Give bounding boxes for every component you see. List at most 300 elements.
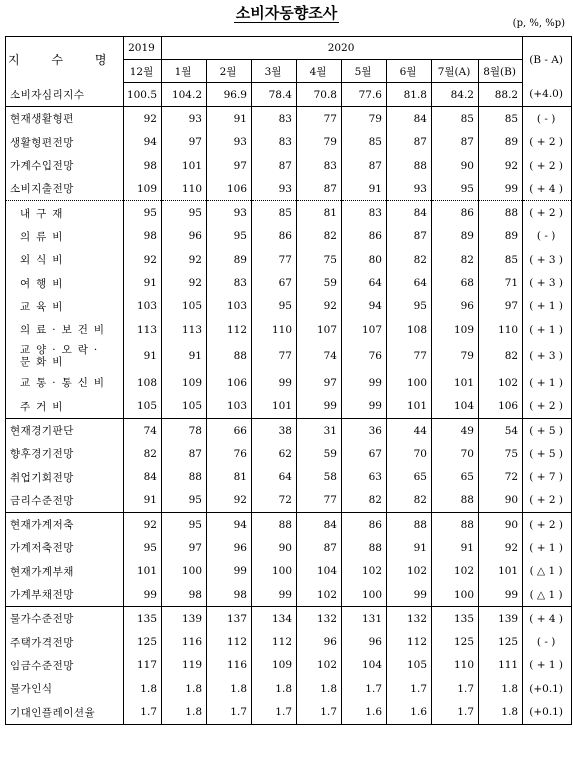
value-cell: 100	[432, 583, 479, 607]
value-cell: 82	[432, 248, 479, 271]
value-cell: 139	[479, 607, 523, 631]
diff-cell: ( △ 1 )	[523, 560, 572, 583]
value-cell: 91	[124, 341, 162, 371]
value-cell: 100.5	[124, 83, 162, 107]
month-header: 6월	[387, 60, 432, 83]
value-cell: 77	[252, 248, 297, 271]
value-cell: 113	[162, 318, 207, 341]
value-cell: 135	[124, 607, 162, 631]
value-cell: 54	[479, 418, 523, 442]
value-cell: 110	[252, 318, 297, 341]
value-cell: 97	[162, 536, 207, 559]
value-cell: 139	[162, 607, 207, 631]
value-cell: 78	[162, 418, 207, 442]
row-label: 현재경기판단	[6, 418, 124, 442]
value-cell: 59	[297, 442, 342, 465]
value-cell: 101	[124, 560, 162, 583]
value-cell: 137	[207, 607, 252, 631]
table-row	[6, 177, 572, 201]
value-cell: 89	[479, 131, 523, 154]
value-cell: 99	[207, 560, 252, 583]
value-cell: 82	[342, 489, 387, 513]
value-cell: 86	[432, 201, 479, 225]
value-cell: 105	[162, 395, 207, 419]
value-cell: 88	[207, 341, 252, 371]
value-cell: 112	[207, 631, 252, 654]
row-label: 가계저축전망	[6, 536, 124, 559]
value-cell: 65	[432, 465, 479, 488]
row-label: 여행비	[6, 271, 124, 294]
value-cell: 90	[432, 154, 479, 177]
value-cell: 104	[297, 560, 342, 583]
value-cell: 88	[387, 513, 432, 537]
value-cell: 107	[297, 318, 342, 341]
value-cell: 90	[479, 513, 523, 537]
row-label: 생활형편전망	[6, 131, 124, 154]
value-cell: 99	[297, 395, 342, 419]
value-cell: 98	[124, 225, 162, 248]
diff-cell: ( + 2 )	[523, 513, 572, 537]
value-cell: 106	[479, 395, 523, 419]
value-cell: 77	[297, 489, 342, 513]
value-cell: 88	[162, 465, 207, 488]
diff-cell: ( △ 1 )	[523, 583, 572, 607]
table-row	[6, 560, 572, 583]
value-cell: 125	[432, 631, 479, 654]
value-cell: 92	[124, 107, 162, 131]
row-label: 내구재	[6, 201, 124, 225]
value-cell: 64	[387, 271, 432, 294]
month-header: 7월(A)	[432, 60, 479, 83]
value-cell: 111	[479, 654, 523, 677]
table-row	[6, 677, 572, 700]
value-cell: 96	[432, 295, 479, 318]
row-label: 의류비	[6, 225, 124, 248]
value-cell: 83	[252, 107, 297, 131]
value-cell: 87	[297, 536, 342, 559]
value-cell: 86	[342, 513, 387, 537]
value-cell: 82	[124, 442, 162, 465]
value-cell: 58	[297, 465, 342, 488]
diff-cell: ( + 5 )	[523, 418, 572, 442]
table-row	[6, 154, 572, 177]
diff-cell: (+0.1)	[523, 677, 572, 700]
value-cell: 1.7	[432, 677, 479, 700]
survey-table	[5, 36, 572, 725]
diff-cell: ( + 2 )	[523, 131, 572, 154]
value-cell: 87	[342, 154, 387, 177]
row-label	[6, 341, 124, 371]
value-cell: 1.8	[297, 677, 342, 700]
value-cell: 64	[342, 271, 387, 294]
value-cell: 81	[297, 201, 342, 225]
value-cell: 62	[252, 442, 297, 465]
value-cell: 90	[479, 489, 523, 513]
month-header: 4월	[297, 60, 342, 83]
value-cell: 134	[252, 607, 297, 631]
value-cell: 91	[387, 536, 432, 559]
value-cell: 99	[252, 583, 297, 607]
value-cell: 105	[162, 295, 207, 318]
value-cell: 77.6	[342, 83, 387, 107]
value-cell: 101	[479, 560, 523, 583]
value-cell: 91	[124, 489, 162, 513]
value-cell: 66	[207, 418, 252, 442]
row-label: 교통·통신비	[6, 371, 124, 394]
row-label: 현재가계저축	[6, 513, 124, 537]
value-cell: 101	[252, 395, 297, 419]
value-cell: 70	[387, 442, 432, 465]
value-cell: 102	[479, 371, 523, 394]
diff-cell: ( + 2 )	[523, 201, 572, 225]
value-cell: 67	[342, 442, 387, 465]
value-cell: 87	[252, 154, 297, 177]
table-row	[6, 107, 572, 131]
value-cell: 106	[207, 371, 252, 394]
year-2020-header: 2020	[162, 37, 523, 60]
value-cell: 1.6	[342, 700, 387, 724]
value-cell: 1.7	[252, 700, 297, 724]
value-cell: 1.8	[124, 677, 162, 700]
value-cell: 80	[342, 248, 387, 271]
value-cell: 92	[207, 489, 252, 513]
value-cell: 44	[387, 418, 432, 442]
value-cell: 71	[479, 271, 523, 294]
value-cell: 79	[342, 107, 387, 131]
value-cell: 1.7	[432, 700, 479, 724]
value-cell: 91	[162, 341, 207, 371]
unit-label: (p, %, %p)	[512, 18, 565, 29]
value-cell: 100	[342, 583, 387, 607]
value-cell: 96.9	[207, 83, 252, 107]
month-header: 12월	[124, 60, 162, 83]
value-cell: 83	[297, 154, 342, 177]
table-row	[6, 341, 572, 371]
value-cell: 105	[124, 395, 162, 419]
value-cell: 85	[342, 131, 387, 154]
value-cell: 92	[124, 248, 162, 271]
value-cell: 85	[252, 201, 297, 225]
value-cell: 93	[252, 177, 297, 201]
value-cell: 104	[342, 654, 387, 677]
value-cell: 96	[162, 225, 207, 248]
value-cell: 82	[479, 341, 523, 371]
value-cell: 31	[297, 418, 342, 442]
value-cell: 63	[342, 465, 387, 488]
table-row	[6, 513, 572, 537]
table-row	[6, 248, 572, 271]
table-row	[6, 418, 572, 442]
table-row	[6, 225, 572, 248]
value-cell: 76	[207, 442, 252, 465]
value-cell: 112	[252, 631, 297, 654]
value-cell: 103	[207, 295, 252, 318]
row-label-line1: 교양·오락·	[20, 344, 104, 357]
value-cell: 85	[479, 248, 523, 271]
value-cell: 102	[387, 560, 432, 583]
table-row	[6, 318, 572, 341]
value-cell: 99	[252, 371, 297, 394]
value-cell: 88	[252, 513, 297, 537]
diff-cell: ( + 1 )	[523, 295, 572, 318]
value-cell: 1.7	[297, 700, 342, 724]
value-cell: 99	[342, 371, 387, 394]
diff-cell: ( - )	[523, 225, 572, 248]
value-cell: 88	[387, 154, 432, 177]
table-row	[6, 271, 572, 294]
value-cell: 87	[162, 442, 207, 465]
diff-cell: ( + 1 )	[523, 654, 572, 677]
value-cell: 97	[297, 371, 342, 394]
value-cell: 36	[342, 418, 387, 442]
value-cell: 110	[432, 654, 479, 677]
month-header: 5월	[342, 60, 387, 83]
table-row	[6, 631, 572, 654]
value-cell: 92	[479, 154, 523, 177]
row-label: 가계수입전망	[6, 154, 124, 177]
value-cell: 131	[342, 607, 387, 631]
diff-cell: ( + 2 )	[523, 489, 572, 513]
row-label: 임금수준전망	[6, 654, 124, 677]
diff-cell: ( + 2 )	[523, 154, 572, 177]
value-cell: 70	[432, 442, 479, 465]
value-cell: 38	[252, 418, 297, 442]
value-cell: 79	[297, 131, 342, 154]
year-2019-header: 2019	[124, 37, 162, 60]
value-cell: 88	[342, 536, 387, 559]
value-cell: 102	[342, 560, 387, 583]
diff-cell: ( + 3 )	[523, 248, 572, 271]
value-cell: 91	[124, 271, 162, 294]
diff-cell: ( + 7 )	[523, 465, 572, 488]
value-cell: 109	[252, 654, 297, 677]
table-row	[6, 489, 572, 513]
value-cell: 135	[432, 607, 479, 631]
value-cell: 95	[162, 489, 207, 513]
value-cell: 72	[479, 465, 523, 488]
value-cell: 78.4	[252, 83, 297, 107]
month-header: 8월(B)	[479, 60, 523, 83]
row-label: 현재가계부채	[6, 560, 124, 583]
value-cell: 89	[432, 225, 479, 248]
value-cell: 90	[252, 536, 297, 559]
value-cell: 74	[297, 341, 342, 371]
value-cell: 132	[387, 607, 432, 631]
value-cell: 102	[297, 654, 342, 677]
value-cell: 125	[479, 631, 523, 654]
value-cell: 1.8	[162, 700, 207, 724]
value-cell: 116	[207, 654, 252, 677]
value-cell: 119	[162, 654, 207, 677]
value-cell: 82	[387, 248, 432, 271]
value-cell: 109	[432, 318, 479, 341]
row-label: 기대인플레이션율	[6, 700, 124, 724]
value-cell: 125	[124, 631, 162, 654]
value-cell: 103	[124, 295, 162, 318]
table-row	[6, 442, 572, 465]
table-row	[6, 83, 572, 107]
diff-cell: (+4.0)	[523, 83, 572, 107]
value-cell: 102	[432, 560, 479, 583]
value-cell: 97	[162, 131, 207, 154]
value-cell: 75	[297, 248, 342, 271]
value-cell: 99	[479, 177, 523, 201]
row-label: 현재생활형편	[6, 107, 124, 131]
value-cell: 132	[297, 607, 342, 631]
value-cell: 84.2	[432, 83, 479, 107]
value-cell: 112	[387, 631, 432, 654]
value-cell: 87	[387, 225, 432, 248]
value-cell: 84	[387, 201, 432, 225]
value-cell: 95	[207, 225, 252, 248]
value-cell: 88	[479, 201, 523, 225]
table-row	[6, 607, 572, 631]
value-cell: 91	[432, 536, 479, 559]
value-cell: 95	[252, 295, 297, 318]
row-label: 향후경기전망	[6, 442, 124, 465]
value-cell: 94	[124, 131, 162, 154]
value-cell: 1.8	[479, 677, 523, 700]
value-cell: 105	[387, 654, 432, 677]
value-cell: 1.6	[387, 700, 432, 724]
value-cell: 92	[162, 248, 207, 271]
value-cell: 82	[297, 225, 342, 248]
value-cell: 104.2	[162, 83, 207, 107]
value-cell: 101	[432, 371, 479, 394]
value-cell: 100	[252, 560, 297, 583]
diff-cell: (+0.1)	[523, 700, 572, 724]
value-cell: 91	[342, 177, 387, 201]
value-cell: 116	[162, 631, 207, 654]
value-cell: 87	[297, 177, 342, 201]
value-cell: 91	[207, 107, 252, 131]
value-cell: 81.8	[387, 83, 432, 107]
row-label: 소비지출전망	[6, 177, 124, 201]
value-cell: 113	[124, 318, 162, 341]
value-cell: 95	[432, 177, 479, 201]
value-cell: 49	[432, 418, 479, 442]
value-cell: 92	[162, 271, 207, 294]
value-cell: 101	[162, 154, 207, 177]
value-cell: 110	[162, 177, 207, 201]
value-cell: 59	[297, 271, 342, 294]
value-cell: 1.7	[207, 700, 252, 724]
value-cell: 77	[297, 107, 342, 131]
value-cell: 100	[162, 560, 207, 583]
diff-cell: ( + 4 )	[523, 177, 572, 201]
value-cell: 1.7	[124, 700, 162, 724]
diff-cell: ( + 5 )	[523, 442, 572, 465]
diff-cell: ( + 3 )	[523, 271, 572, 294]
value-cell: 92	[479, 536, 523, 559]
table-row	[6, 371, 572, 394]
value-cell: 72	[252, 489, 297, 513]
value-cell: 101	[387, 395, 432, 419]
value-cell: 95	[387, 295, 432, 318]
table-row	[6, 295, 572, 318]
value-cell: 99	[387, 583, 432, 607]
value-cell: 99	[124, 583, 162, 607]
value-cell: 108	[387, 318, 432, 341]
row-label: 주거비	[6, 395, 124, 419]
diff-cell: ( + 1 )	[523, 371, 572, 394]
value-cell: 89	[207, 248, 252, 271]
value-cell: 65	[387, 465, 432, 488]
value-cell: 95	[162, 513, 207, 537]
index-name-header: 지 수 명	[6, 37, 124, 83]
page-title: 소비자동향조사	[235, 4, 338, 22]
diff-cell: ( - )	[523, 631, 572, 654]
value-cell: 97	[207, 154, 252, 177]
row-label: 교육비	[6, 295, 124, 318]
value-cell: 87	[387, 131, 432, 154]
value-cell: 1.8	[162, 677, 207, 700]
row-label: 외식비	[6, 248, 124, 271]
diff-cell: ( + 2 )	[523, 395, 572, 419]
value-cell: 68	[432, 271, 479, 294]
month-header: 1월	[162, 60, 207, 83]
value-cell: 88	[432, 489, 479, 513]
value-cell: 70.8	[297, 83, 342, 107]
value-cell: 108	[124, 371, 162, 394]
value-cell: 103	[207, 395, 252, 419]
value-cell: 100	[387, 371, 432, 394]
value-cell: 99	[479, 583, 523, 607]
value-cell: 84	[387, 107, 432, 131]
value-cell: 112	[207, 318, 252, 341]
value-cell: 84	[124, 465, 162, 488]
value-cell: 95	[162, 201, 207, 225]
value-cell: 83	[342, 201, 387, 225]
value-cell: 76	[342, 341, 387, 371]
value-cell: 1.7	[342, 677, 387, 700]
value-cell: 104	[432, 395, 479, 419]
value-cell: 110	[479, 318, 523, 341]
diff-cell: ( + 4 )	[523, 607, 572, 631]
table-row	[6, 131, 572, 154]
table-row	[6, 536, 572, 559]
diff-header: (B - A)	[523, 37, 572, 83]
value-cell: 95	[124, 201, 162, 225]
value-cell: 81	[207, 465, 252, 488]
value-cell: 67	[252, 271, 297, 294]
diff-cell: ( + 1 )	[523, 536, 572, 559]
row-label: 소비자심리지수	[6, 83, 124, 107]
value-cell: 94	[207, 513, 252, 537]
value-cell: 98	[162, 583, 207, 607]
table-row	[6, 654, 572, 677]
value-cell: 93	[387, 177, 432, 201]
row-label: 물가수준전망	[6, 607, 124, 631]
diff-cell: ( - )	[523, 107, 572, 131]
value-cell: 88	[432, 513, 479, 537]
value-cell: 96	[207, 536, 252, 559]
value-cell: 98	[207, 583, 252, 607]
month-header: 2월	[207, 60, 252, 83]
value-cell: 84	[297, 513, 342, 537]
row-label: 금리수준전망	[6, 489, 124, 513]
table-row	[6, 465, 572, 488]
value-cell: 88.2	[479, 83, 523, 107]
table-row	[6, 583, 572, 607]
value-cell: 1.8	[207, 677, 252, 700]
value-cell: 92	[297, 295, 342, 318]
value-cell: 85	[432, 107, 479, 131]
value-cell: 109	[124, 177, 162, 201]
diff-cell: ( + 3 )	[523, 341, 572, 371]
row-label: 가계부채전망	[6, 583, 124, 607]
value-cell: 77	[387, 341, 432, 371]
